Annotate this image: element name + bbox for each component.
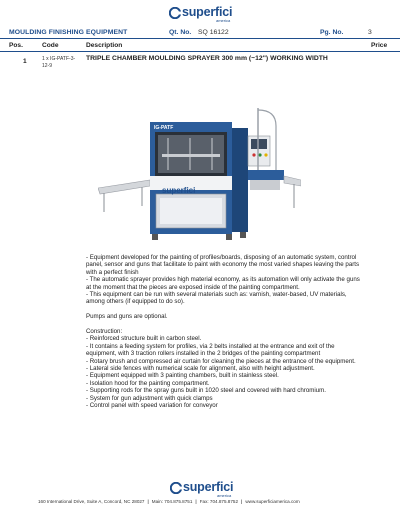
item-code: 1 x IG-PATF-3-12-9 <box>42 56 76 69</box>
construction-heading: Construction: <box>86 328 123 336</box>
machine-label: IG-PATF <box>154 125 174 131</box>
footer-fax: Fax: 704.875.8752 <box>199 499 239 504</box>
quote-number-value: SQ 16122 <box>198 29 229 36</box>
body-paragraph: - Isolation hood for the painting compartment. <box>86 379 210 387</box>
footer-contact: 160 International Drive, Suite A, Concord, NC 28027 | Main: 704.875.8751 | Fax: 704.875.8752 | www.superficiamerica.com <box>38 499 300 504</box>
body-paragraph: - Equipment developed for the painting of profiles/boards, disposing of an automatic system, control panel, sensor and guns that facilitate to paint with economy the most varied shapes leaving the parts with a perfect finish <box>86 254 360 276</box>
footer-website[interactable]: www.superficiamerica.com <box>245 499 300 504</box>
description-body <box>86 254 364 410</box>
body-paragraph: - Control panel with speed variation for conveyor <box>86 402 218 410</box>
body-paragraph: - Lateral side fences with numerical scale for alignment, also with height adjustment. <box>86 365 315 373</box>
body-paragraph: - The automatic sprayer provides high material economy, as its automation will only activate the guns at the moment that the pieces are exposed inside of the painting compartment. <box>86 276 360 291</box>
logo-subtitle: america <box>217 493 232 498</box>
header-rule <box>0 38 400 39</box>
column-code: Code <box>42 42 59 49</box>
footer-phone: Main: 704.875.8751 <box>151 499 193 504</box>
logo-mark-icon <box>169 7 181 19</box>
column-description: Description <box>86 42 123 49</box>
company-logo-bottom <box>170 481 240 497</box>
body-paragraph: - Reinforced structure built in carbon steel. <box>86 335 202 343</box>
column-pos: Pos. <box>9 42 23 49</box>
logo-wordmark: superfici <box>183 480 234 494</box>
footer-address: 160 International Drive, Suite A, Concord, NC 28027 <box>38 499 145 504</box>
logo-subtitle: america <box>216 18 231 23</box>
page-number-value: 3 <box>368 29 372 36</box>
body-paragraph: - System for gun adjustment with quick clamps <box>86 394 213 402</box>
page-number-label: Pg. No. <box>320 29 344 36</box>
machine-logo <box>162 180 212 195</box>
body-paragraph: - This equipment can be run with several materials such as: varnish, water-based, UV materials, among others (if equipped to do so). <box>86 291 347 306</box>
body-paragraph: - Supporting rods for the spray guns built in 1020 steel and covered with hard chromium. <box>86 387 326 395</box>
document-title: MOULDING FINISHING EQUIPMENT <box>9 29 128 36</box>
body-paragraph: Pumps and guns are optional. <box>86 313 168 321</box>
item-description: TRIPLE CHAMBER MOULDING SPRAYER 300 mm (~12") WORKING WIDTH <box>86 55 328 62</box>
machine-logo-text: superfici <box>162 186 196 195</box>
logo-wordmark: superfici <box>182 5 233 19</box>
column-price: Price <box>371 42 388 49</box>
column-rule <box>0 51 400 52</box>
body-paragraph: - Equipment equipped with 3 painting chambers, built in stainless steel. <box>86 372 279 380</box>
machine-photo <box>98 108 301 248</box>
document-header <box>0 29 400 41</box>
body-paragraph: - Rotary brush and compressed air curtain for cleaning the pieces at the entrance of the equipment. <box>86 357 356 365</box>
logo-mark-icon <box>170 482 182 494</box>
body-paragraph: - It contains a feeding system for profiles, via 2 belts installed at the entrance and exit of the equipment, with 3 traction rollers installed in the 2 bridges of the painting compartment <box>86 342 335 358</box>
item-position: 1 <box>23 58 27 65</box>
quote-number-label: Qt. No. <box>169 29 192 36</box>
company-logo-top <box>169 6 239 22</box>
